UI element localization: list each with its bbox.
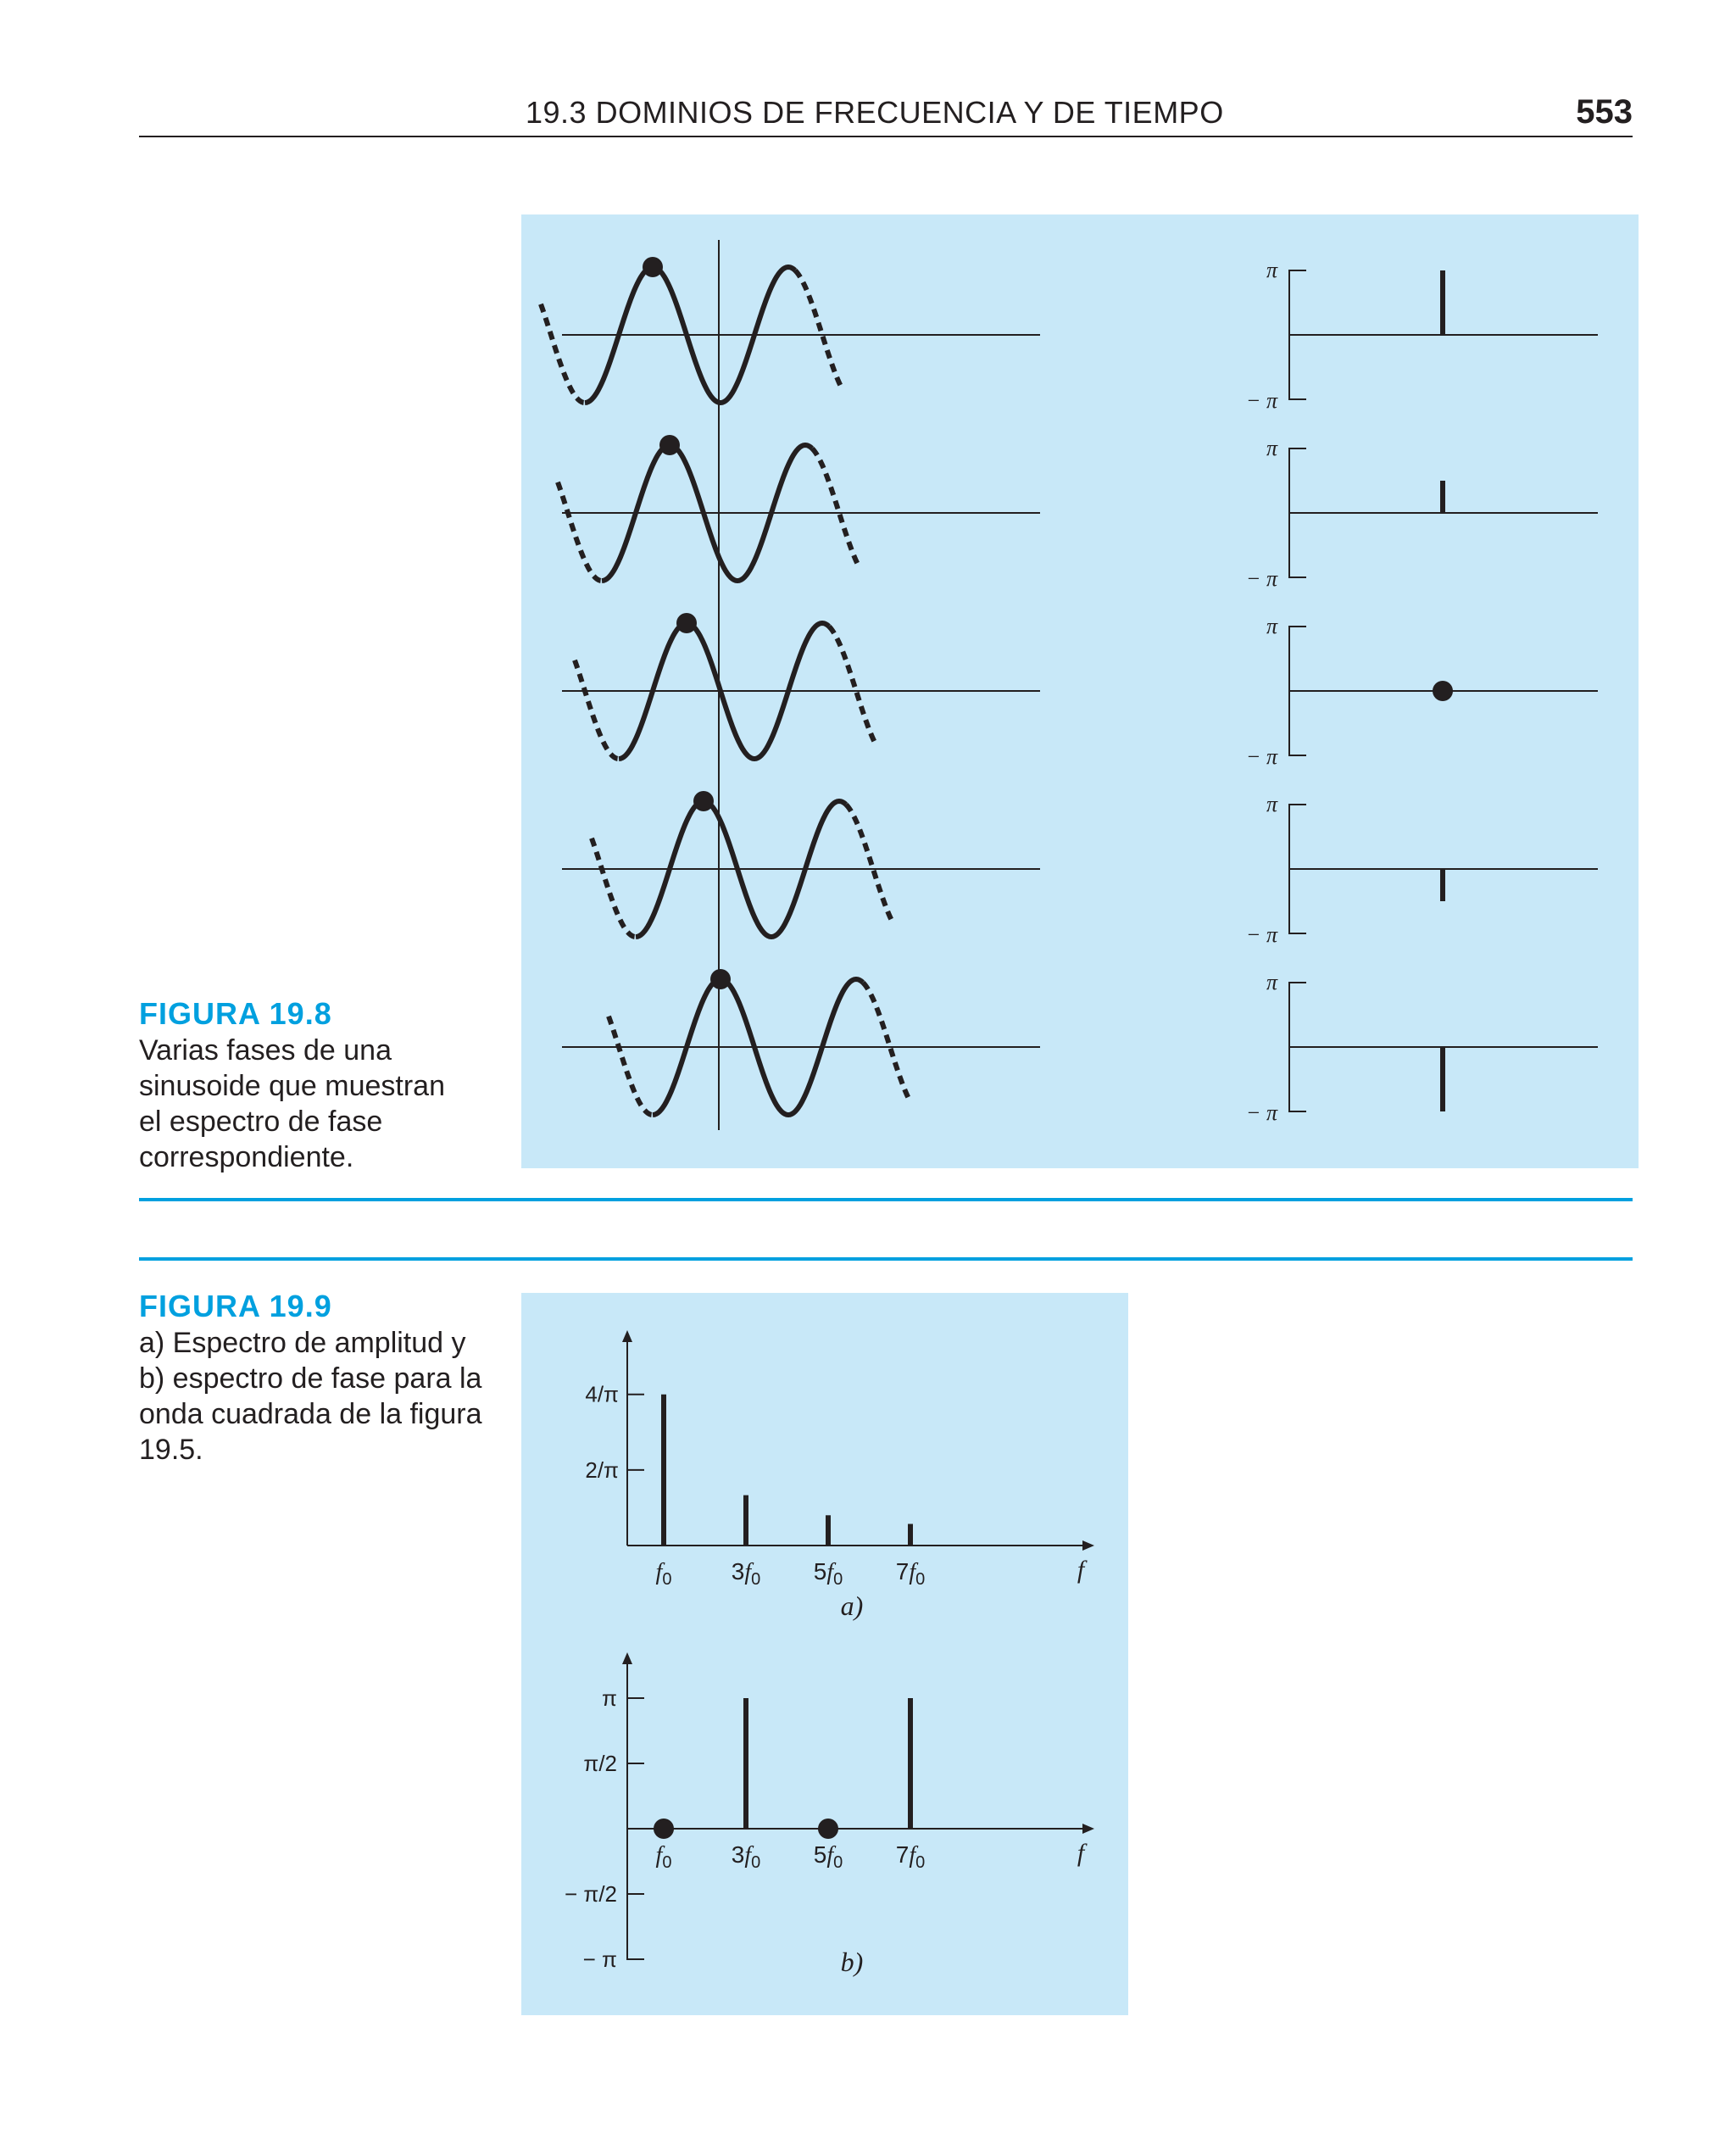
y-tick-label: − π/2 xyxy=(564,1880,617,1907)
x-axis-label: f xyxy=(1077,1839,1085,1867)
header-rule xyxy=(139,136,1633,137)
x-tick-label: $3f_0$ xyxy=(731,1841,761,1872)
section-rule xyxy=(139,1198,1633,1201)
section-rule xyxy=(139,1257,1633,1261)
phase-max-label: π xyxy=(1266,258,1277,282)
x-tick-label: $3f_0$ xyxy=(731,1558,761,1589)
x-tick-label: $f_0$ xyxy=(655,1559,672,1589)
phase-min-label: − π xyxy=(1245,922,1277,947)
peak-marker xyxy=(643,257,663,277)
phase-min-label: − π xyxy=(1245,744,1277,769)
caption-line: b) espectro de fase para la xyxy=(139,1362,482,1395)
running-header-title: 19.3 DOMINIOS DE FRECUENCIA Y DE TIEMPO xyxy=(526,95,1224,130)
peak-marker xyxy=(693,791,714,811)
y-tick-label: 2/π xyxy=(585,1457,619,1483)
panel-a-label: a) xyxy=(840,1590,864,1621)
phase-max-label: π xyxy=(1266,614,1277,638)
phase-min-label: − π xyxy=(1245,566,1277,591)
x-tick-label: $7f_0$ xyxy=(895,1841,926,1872)
x-tick-label: $7f_0$ xyxy=(895,1558,926,1589)
y-tick-label: 4/π xyxy=(585,1381,619,1407)
caption-line: 19.5. xyxy=(139,1434,203,1466)
caption-line: Varias fases de una xyxy=(139,1034,392,1067)
page-number: 553 xyxy=(1576,93,1633,131)
phase-dot xyxy=(654,1819,674,1839)
peak-marker xyxy=(710,969,731,989)
phase-min-label: − π xyxy=(1245,388,1277,413)
figure-19-9-caption xyxy=(139,1325,512,1468)
phase-max-label: π xyxy=(1266,792,1277,816)
x-axis-label: f xyxy=(1077,1556,1085,1584)
caption-line: a) Espectro de amplitud y xyxy=(139,1327,466,1359)
panel-b-label: b) xyxy=(840,1947,864,1977)
y-tick-label: π xyxy=(602,1685,617,1712)
caption-line: correspondiente. xyxy=(139,1141,354,1173)
figure-19-8-caption xyxy=(139,1033,512,1175)
figure-19-9-title: FIGURA 19.9 xyxy=(139,1289,332,1323)
phase-max-label: π xyxy=(1266,436,1277,460)
x-tick-label: $5f_0$ xyxy=(813,1558,843,1589)
caption-line: el espectro de fase xyxy=(139,1106,383,1138)
peak-marker xyxy=(659,435,680,455)
peak-marker xyxy=(676,613,697,633)
x-tick-label: $5f_0$ xyxy=(813,1841,843,1872)
phase-dot xyxy=(818,1819,838,1839)
x-tick-label: $f_0$ xyxy=(655,1842,672,1872)
figure-19-9-panel xyxy=(521,1293,1128,2015)
y-tick-label: π/2 xyxy=(583,1751,617,1777)
caption-line: sinusoide que muestran xyxy=(139,1070,446,1102)
phase-max-label: π xyxy=(1266,970,1277,994)
figure-19-8-panel xyxy=(521,214,1639,1168)
figure-19-8-title: FIGURA 19.8 xyxy=(139,996,332,1031)
caption-line: onda cuadrada de la figura xyxy=(139,1398,482,1430)
y-tick-label: − π xyxy=(582,1946,617,1972)
phase-value-dot xyxy=(1433,681,1453,701)
phase-min-label: − π xyxy=(1245,1100,1277,1125)
